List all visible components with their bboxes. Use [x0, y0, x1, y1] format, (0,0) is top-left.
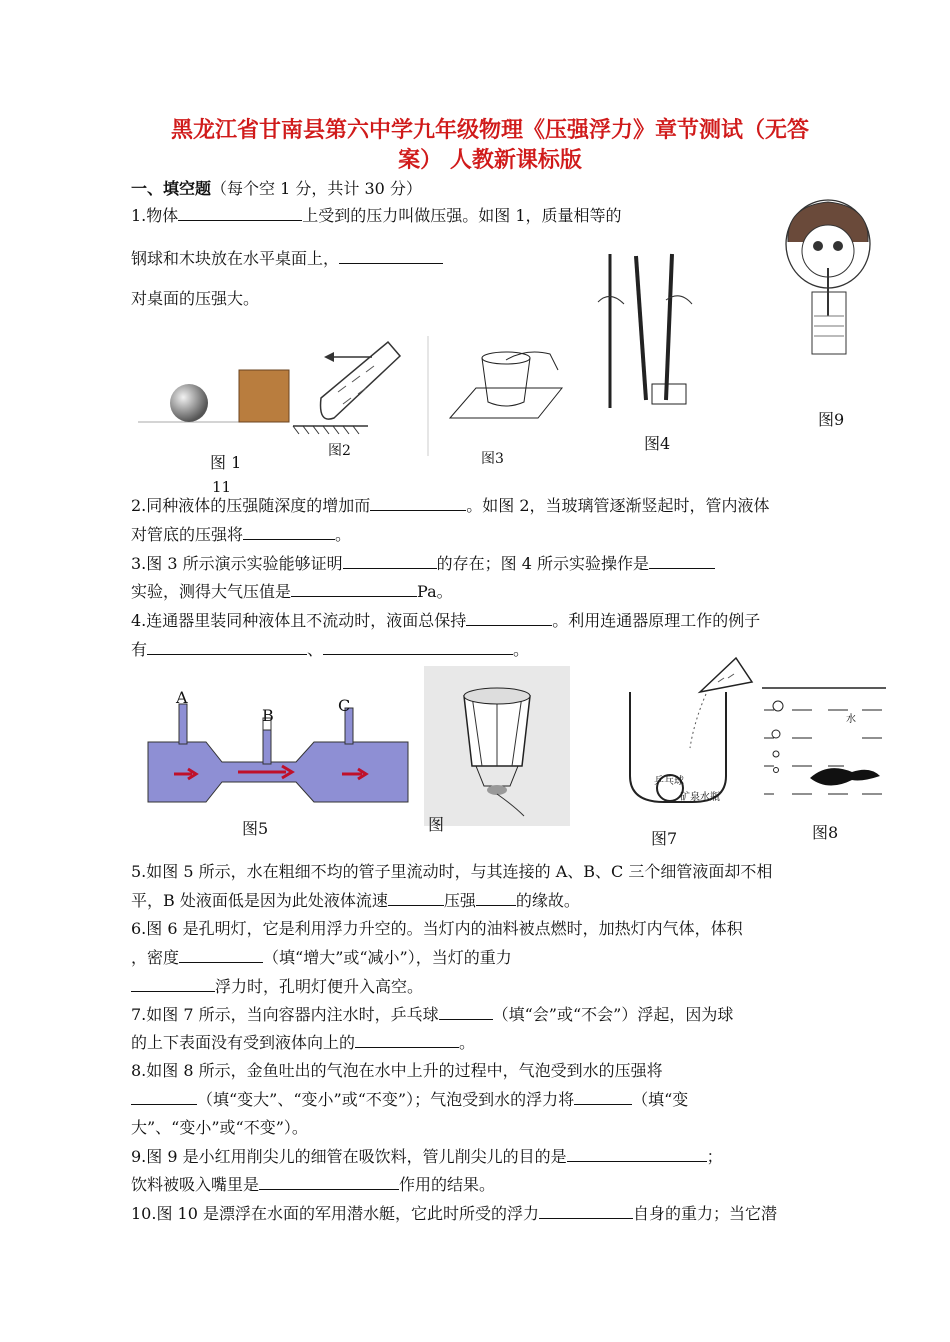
q3-line-1	[131, 552, 715, 575]
q8-line-1: 8.如图 8 所示，金鱼吐出的气泡在水中上升的过程中，气泡受到水的压强将	[131, 1061, 663, 1080]
answer-blank[interactable]	[539, 1202, 633, 1219]
q3-text: 的存在；图 4 所示实验操作是	[436, 554, 649, 573]
answer-blank[interactable]	[259, 1173, 399, 1190]
answer-blank[interactable]	[355, 1031, 459, 1048]
label-water: 水	[846, 714, 856, 725]
answer-blank[interactable]	[179, 946, 263, 963]
q2-text: 。	[335, 525, 352, 544]
q5-line-2	[131, 889, 580, 912]
title-line-2: 案） 人教新课标版	[398, 148, 582, 173]
q6-text: ，密度	[131, 948, 180, 967]
figure-7-caption: 图7	[651, 829, 678, 848]
goldfish	[810, 768, 880, 785]
q6-line-3	[131, 975, 423, 998]
q7-line-2	[131, 1031, 475, 1054]
q4-line-2	[131, 638, 529, 661]
q1-text: 上受到的压力叫做压强。如图 1，质量相等的	[302, 206, 622, 225]
figure-5-venturi-tube	[148, 690, 408, 810]
q9-line-1	[131, 1145, 723, 1168]
q1-line-1	[131, 204, 622, 227]
label-pingpong: 乒乓球	[654, 776, 684, 787]
label-a: A	[176, 688, 188, 707]
q10-line-1	[131, 1202, 777, 1225]
figure-3-inverted-cup	[446, 340, 566, 430]
answer-blank[interactable]	[439, 1003, 493, 1020]
q4-line-1	[131, 609, 760, 632]
figure-6-caption: 图	[428, 815, 445, 834]
answer-blank[interactable]	[574, 1088, 632, 1105]
answer-blank[interactable]	[131, 975, 215, 992]
q8-line-3: 大”、“变小”或“不变”）。	[131, 1118, 308, 1137]
q2-line-1	[131, 494, 770, 517]
answer-blank[interactable]	[370, 494, 466, 511]
section-note: （每个空 1 分，共计 30 分）	[211, 179, 422, 198]
q3-text: 3.图 3 所示演示实验能够证明	[131, 554, 343, 573]
bubble	[774, 768, 779, 773]
figure-3-caption: 图3	[481, 451, 504, 467]
figure-8-caption: 图8	[812, 823, 839, 842]
q7-text: 。	[459, 1033, 476, 1052]
q1-line-3: 对桌面的压强大。	[131, 289, 260, 308]
q9-text: 饮料被吸入嘴里是	[131, 1175, 260, 1194]
figure-5-caption: 图5	[242, 819, 269, 838]
q8-text: （填“变	[632, 1090, 689, 1109]
tube-b	[263, 730, 271, 764]
q7-line-1	[131, 1003, 733, 1026]
answer-blank[interactable]	[388, 889, 444, 906]
q6-line-2	[131, 946, 512, 969]
q1-text: 钢球和木块放在水平桌面上，	[131, 249, 340, 268]
figure-9-girl-drinking	[778, 196, 878, 366]
q7-text: 的上下表面没有受到液体向上的	[131, 1033, 356, 1052]
label-c: C	[338, 696, 351, 715]
label-b: B	[262, 706, 274, 725]
q7-text: 7.如图 7 所示，当向容器内注水时，乒乓球	[131, 1005, 439, 1024]
q7-text: （填“会”或“不会”）浮起，因为球	[492, 1005, 734, 1024]
figure-1-caption: 图 1	[210, 453, 242, 472]
figure-2-caption: 图2	[328, 443, 351, 459]
answer-blank[interactable]	[339, 247, 443, 264]
q3-text: Pa。	[417, 582, 453, 601]
q10-text: 10.图 10 是漂浮在水面的军用潜水艇，它此时所受的浮力	[131, 1204, 539, 1223]
q9-text: 9.图 9 是小红用削尖儿的细管在吸饮料，管儿削尖儿的目的是	[131, 1147, 567, 1166]
answer-blank[interactable]	[476, 889, 516, 906]
answer-blank[interactable]	[243, 523, 335, 540]
q4-text: 有	[131, 640, 148, 659]
tube-a	[179, 704, 187, 744]
figure-4-torricelli-tube	[596, 250, 696, 420]
q9-text: ；	[706, 1147, 723, 1166]
q2-text: 2.同种液体的压强随深度的增加而	[131, 496, 371, 515]
figure-1-2-ball-block-tube	[138, 336, 438, 456]
q5-line-1: 5.如图 5 所示，水在粗细不均的管子里流动时，与其连接的 A、B、C 三个细管液面却不相	[131, 862, 773, 881]
q4-text: 、	[307, 640, 324, 659]
figure-8-fish-bubbles	[762, 682, 886, 802]
bubble	[773, 751, 779, 757]
answer-blank[interactable]	[131, 1088, 197, 1105]
figure-4-caption: 图4	[644, 434, 671, 453]
answer-blank[interactable]	[291, 580, 417, 597]
figure-1-subcaption: 11	[212, 478, 232, 496]
q2-text: 。如图 2，当玻璃管逐渐竖起时，管内液体	[466, 496, 770, 515]
q2-line-2	[131, 523, 351, 546]
answer-blank[interactable]	[466, 609, 552, 626]
section-heading-text: 一、填空题	[131, 179, 212, 198]
title-line-1: 黑龙江省甘南县第六中学九年级物理《压强浮力》章节测试（无答	[170, 118, 809, 143]
q5-text: 的缘故。	[515, 891, 580, 910]
q4-text: 。利用连通器原理工作的例子	[552, 611, 761, 630]
q2-text: 对管底的压强将	[131, 525, 244, 544]
q4-text: 。	[513, 640, 530, 659]
answer-blank[interactable]	[567, 1145, 707, 1162]
q1-text: 1.物体	[131, 206, 179, 225]
q8-line-2	[131, 1088, 688, 1111]
figure-9-caption: 图9	[818, 410, 845, 429]
bubble	[773, 701, 783, 711]
q4-text: 4.连通器里装同种液体且不流动时，液面总保持	[131, 611, 467, 630]
answer-blank[interactable]	[147, 638, 307, 655]
q1-line-2	[131, 247, 443, 270]
label-bottle: 矿泉水瓶	[680, 792, 720, 803]
q6-text: 浮力时，孔明灯便升入高空。	[215, 977, 424, 996]
q10-text: 自身的重力；当它潜	[632, 1204, 777, 1223]
q6-line-1: 6.图 6 是孔明灯，它是利用浮力升空的。当灯内的油料被点燃时，加热灯内气体，体积	[131, 919, 743, 938]
q3-line-2	[131, 580, 453, 603]
q9-line-2	[131, 1173, 495, 1196]
q8-text: （填“变大”、“变小”或“不变”）；气泡受到水的浮力将	[197, 1090, 575, 1109]
q3-text: 实验，测得大气压值是	[131, 582, 292, 601]
bubble	[772, 730, 780, 738]
q5-text: 压强	[443, 891, 476, 910]
section-heading	[131, 178, 422, 200]
steel-ball	[170, 384, 208, 422]
q9-text: 作用的结果。	[399, 1175, 496, 1194]
wood-block	[239, 370, 289, 422]
answer-blank[interactable]	[343, 552, 437, 569]
figure-6-kongming-lantern	[424, 666, 570, 826]
answer-blank[interactable]	[323, 638, 513, 655]
q6-text: （填“增大”或“减小”），当灯的重力	[263, 948, 512, 967]
q5-text: 平，B 处液面低是因为此处液体流速	[131, 891, 388, 910]
answer-blank[interactable]	[178, 204, 302, 221]
answer-blank[interactable]	[649, 552, 715, 569]
document-title	[110, 116, 870, 176]
